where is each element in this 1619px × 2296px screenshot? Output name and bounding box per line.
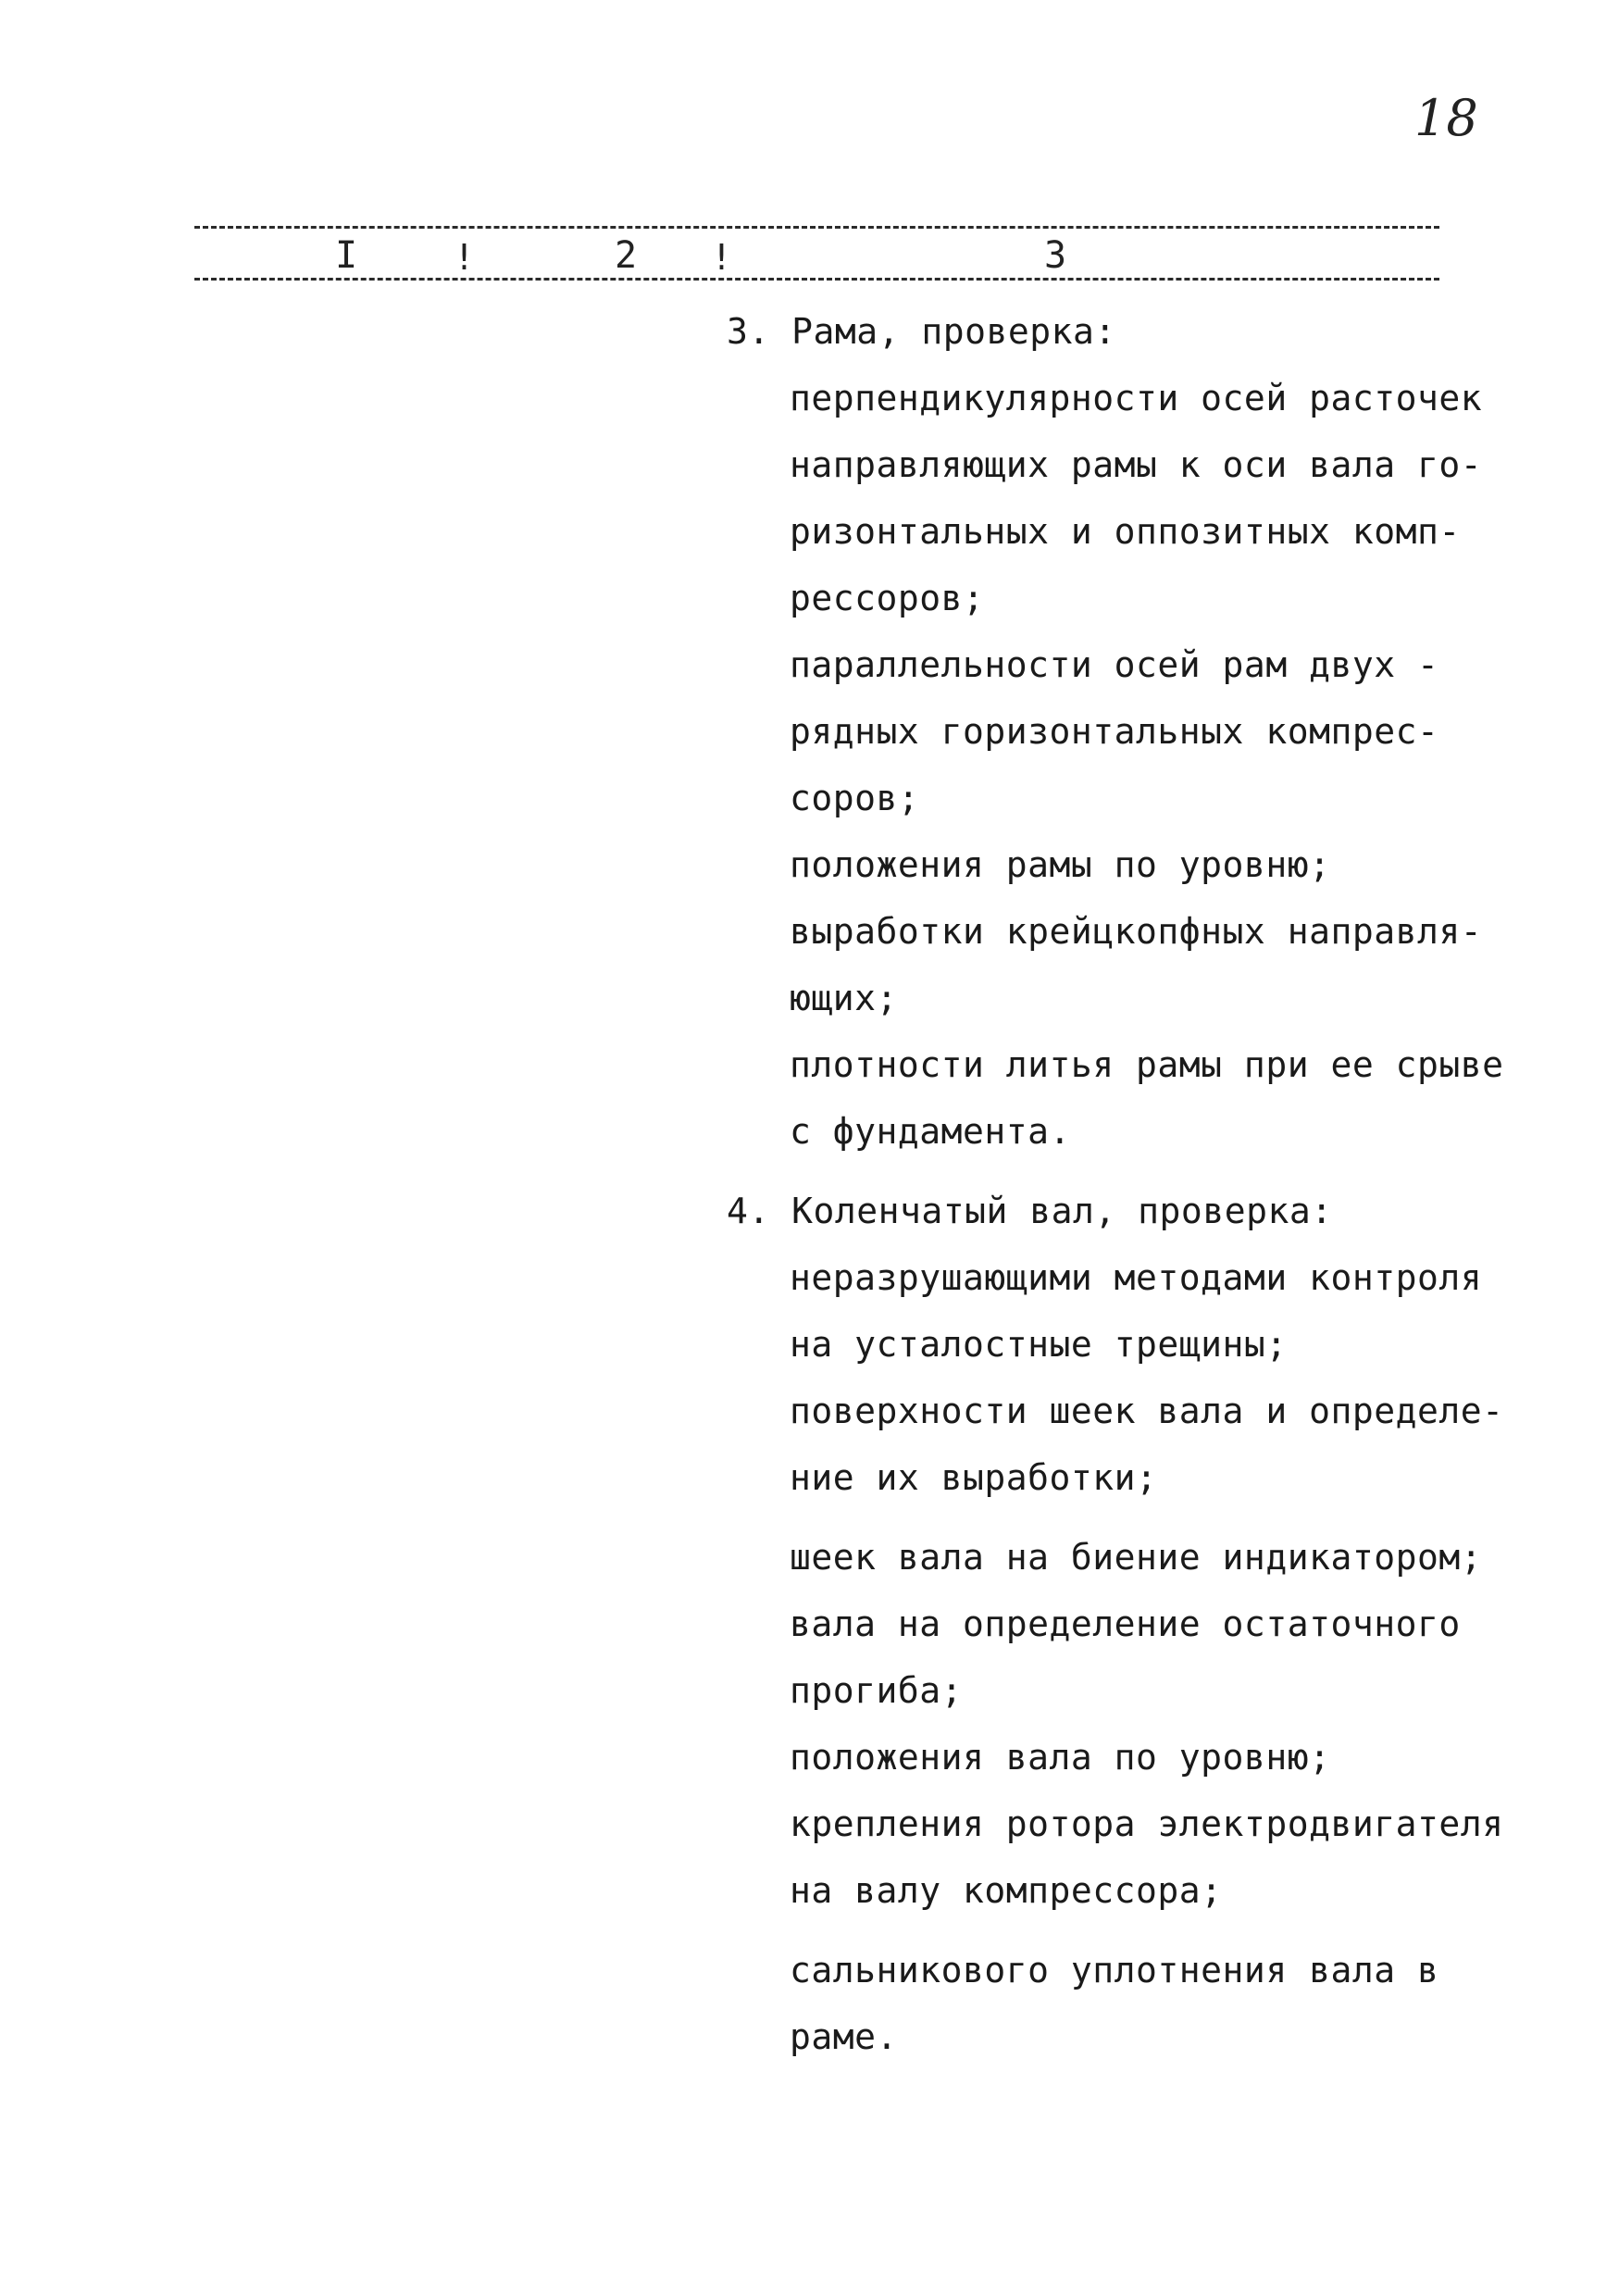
section-line: на усталостные трещины; xyxy=(790,1324,1288,1365)
section-line: положения рамы по уровню; xyxy=(790,844,1331,885)
section-frame xyxy=(727,298,1504,1165)
column-header-1: I xyxy=(335,234,358,277)
header-rule-top xyxy=(194,226,1439,229)
column-separator-2: ! xyxy=(711,237,732,278)
section-line: параллельности осей рам двух - xyxy=(790,644,1439,685)
section-line: направляющих рамы к оси вала го- xyxy=(790,444,1483,485)
section-crankshaft xyxy=(727,1178,1504,2070)
section-line: на валу компрессора; xyxy=(790,1870,1223,1911)
section-line: положения вала по уровню; xyxy=(790,1737,1331,1778)
section-line: шеек вала на биение индикатором; xyxy=(790,1537,1483,1578)
section-line: сальникового уплотнения вала в xyxy=(790,1950,1439,1990)
section-line: рядных горизонтальных компрес- xyxy=(790,711,1439,752)
section-line: перпендикулярности осей расточек xyxy=(790,378,1483,418)
section-line: раме. xyxy=(790,2016,898,2057)
section-line: поверхности шеек вала и определе- xyxy=(790,1391,1504,1431)
section-line: крепления ротора электродвигателя xyxy=(790,1803,1504,1844)
section-line: ющих; xyxy=(790,978,898,1018)
section-line: плотности литья рамы при ее срыве xyxy=(790,1044,1504,1085)
section-line: неразрушающими методами контроля xyxy=(790,1257,1483,1298)
column-separator-1: ! xyxy=(454,237,475,278)
page-number: 18 xyxy=(1414,89,1478,147)
section-heading: 3. Рама, проверка: xyxy=(727,311,1116,352)
section-line: ризонтальных и оппозитных комп- xyxy=(790,511,1461,552)
section-line: прогиба; xyxy=(790,1670,964,1711)
section-line: вала на определение остаточного xyxy=(790,1603,1461,1644)
section-line: рессоров; xyxy=(790,578,985,618)
section-line: соров; xyxy=(790,778,920,818)
section-line: ние их выработки; xyxy=(790,1457,1158,1498)
section-heading: 4. Коленчатый вал, проверка: xyxy=(727,1191,1333,1231)
column-header-3: 3 xyxy=(1044,234,1067,277)
header-rule-bottom xyxy=(194,278,1439,281)
column-header-2: 2 xyxy=(615,234,638,277)
section-line: с фундамента. xyxy=(790,1111,1071,1152)
section-line: выработки крейцкопфных направля- xyxy=(790,911,1483,952)
